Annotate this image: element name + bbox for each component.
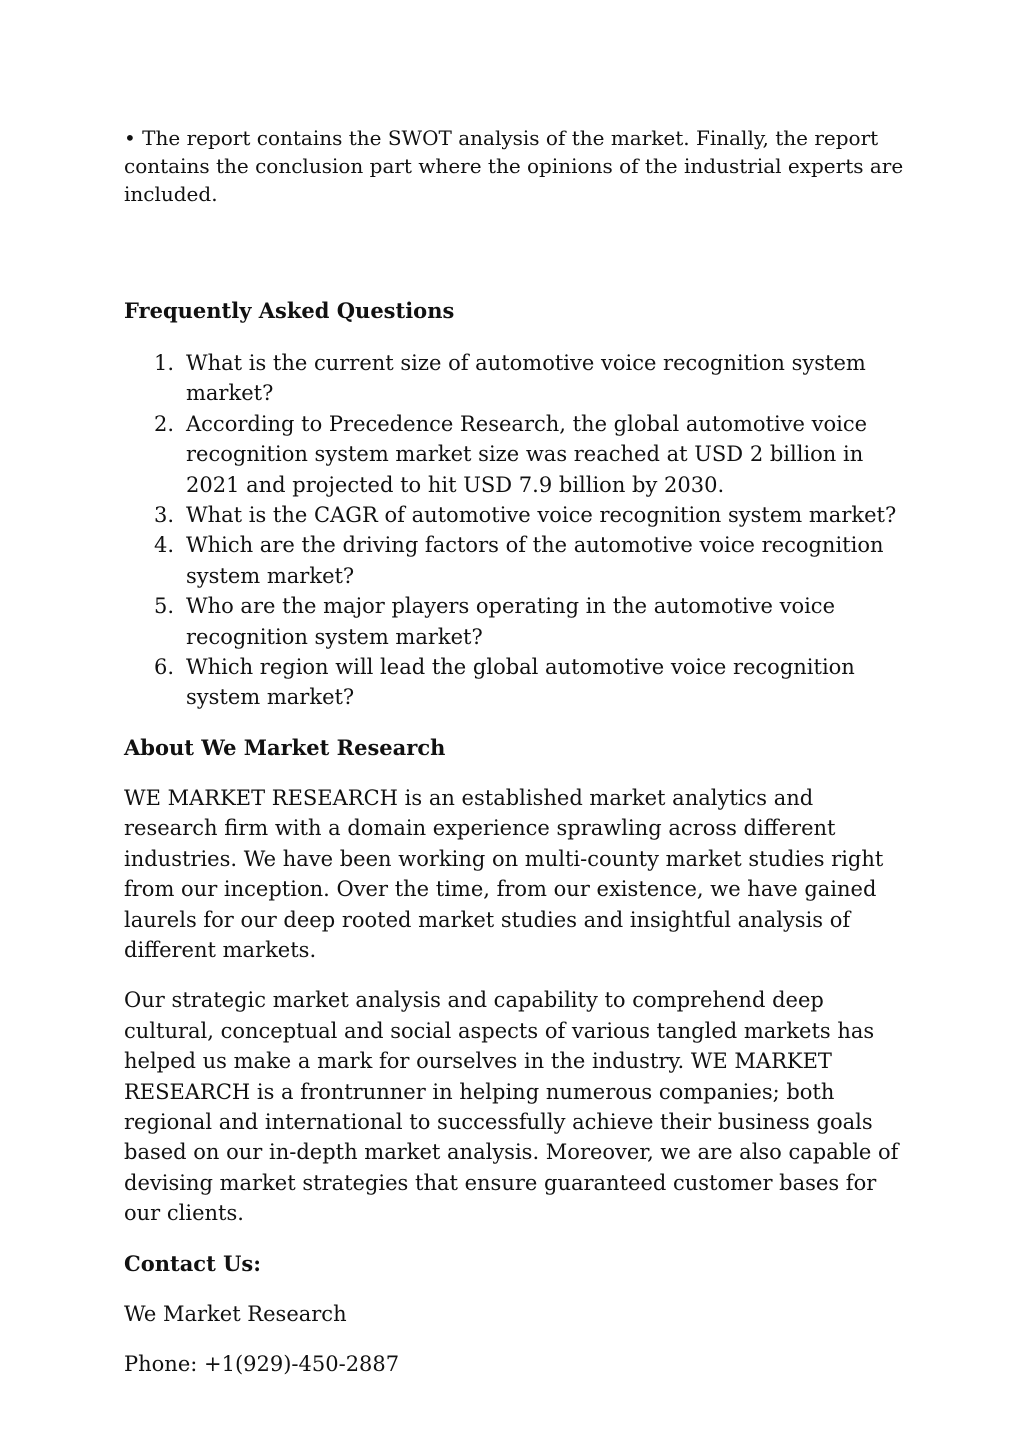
about-paragraph-2: Our strategic market analysis and capability to comprehend deep cultural, conceptual and social aspects of various tangled markets has helped us make a mark for ourselves in the industry. WE MARKET RESEARCH is a frontrunner in helping numerous companies; both regional and international to successfully achieve their business goals based on our in-depth market analysis. Moreover, we are also capable of devising market strategies that ensure guaranteed customer bases for our clients. <box>124 988 899 1226</box>
faq-item-5: 5. Who are the major players operating in the automotive voice recognition system market? <box>154 594 835 649</box>
faq-item-1: 1. What is the current size of automotive voice recognition system market? <box>154 351 866 406</box>
contact-heading: Contact Us: <box>124 1250 261 1276</box>
faq-heading: Frequently Asked Questions <box>124 298 455 323</box>
faq-item-3: 3. What is the CAGR of automotive voice recognition system market? <box>154 503 897 528</box>
contact-phone: Phone: +1(929)-450-2887 <box>124 1351 400 1376</box>
faq-item-4: 4. Which are the driving factors of the automotive voice recognition system market? <box>154 533 884 588</box>
contact-company: We Market Research <box>124 1301 347 1326</box>
intro-paragraph: • The report contains the SWOT analysis of the market. Finally, the report contains the conclusion part where the opinions of the industrial experts are included. <box>124 126 904 206</box>
faq-item-6: 6. Which region will lead the global automotive voice recognition system market? <box>154 655 855 710</box>
about-heading: About We Market Research <box>124 734 446 760</box>
document-page <box>124 124 904 1379</box>
about-paragraph-1: WE MARKET RESEARCH is an established market analytics and research firm with a domain experience sprawling across different industries. We have been working on multi-county market studies right from our inception. Over the time, from our existence, we have gained laurels for our deep rooted market studies and insightful analysis of different markets. <box>124 785 884 962</box>
faq-item-2: 2. According to Precedence Research, the global automotive voice recognition system market size was reached at USD 2 billion in 2021 and projected to hit USD 7.9 billion by 2030. <box>154 411 868 497</box>
faq-list <box>124 348 904 713</box>
